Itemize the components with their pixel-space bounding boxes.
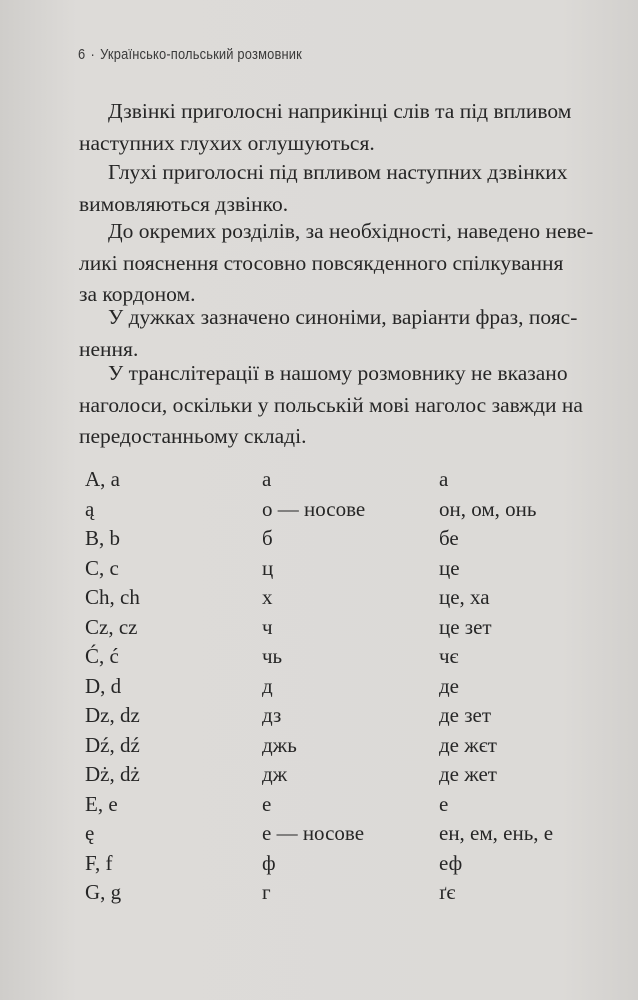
polish-letter: Ch, ch <box>85 585 140 609</box>
header-separator: · <box>90 46 95 63</box>
paragraph-line: Дзвінкі приголосні наприкінці слів та під впливом <box>108 99 572 123</box>
ukrainian-sound: дж <box>262 762 288 786</box>
alphabet-row <box>85 731 615 761</box>
paragraph-line: У транслітерації в нашому розмовнику не вказано <box>108 361 568 385</box>
paragraph-transliteration <box>79 358 619 453</box>
letter-name: ґє <box>439 880 456 904</box>
paragraph-line: До окремих розділів, за необхідності, наведено неве- <box>108 219 594 243</box>
paragraph-line: Глухі приголосні під впливом наступних дзвінких <box>108 160 568 184</box>
polish-letter: G, g <box>85 880 122 904</box>
alphabet-row <box>85 790 615 820</box>
paragraph-line: передостанньому складі. <box>79 424 307 448</box>
paragraph-explanations <box>79 216 619 311</box>
polish-letter: Dź, dź <box>85 732 140 757</box>
polish-letter: Cz, cz <box>85 614 138 639</box>
ukrainian-sound: ц <box>262 555 274 580</box>
book-title: Українсько-польський розмовник <box>100 46 302 63</box>
alphabet-row <box>85 524 615 554</box>
alphabet-row <box>85 672 615 702</box>
paragraph-voiced-consonants <box>79 96 619 159</box>
ukrainian-sound: ф <box>262 850 276 875</box>
polish-letter: ą <box>85 496 95 521</box>
ukrainian-sound: а <box>262 467 272 491</box>
letter-name: е <box>439 791 449 816</box>
alphabet-row <box>85 554 615 584</box>
paragraph-brackets <box>79 302 619 365</box>
ukrainian-sound: е <box>262 791 272 816</box>
polish-letter: F, f <box>85 850 113 875</box>
paragraph-line: вимовляються дзвінко. <box>79 191 289 216</box>
ukrainian-sound: е — носове <box>262 821 365 845</box>
alphabet-row <box>85 495 615 525</box>
alphabet-table <box>85 465 615 908</box>
letter-name: це <box>439 555 460 580</box>
letter-name: де <box>439 673 460 698</box>
polish-letter: Dż, dż <box>85 762 140 786</box>
letter-name: бе <box>439 526 459 550</box>
alphabet-row <box>85 642 615 672</box>
letter-name: чє <box>439 644 459 668</box>
ukrainian-sound: чь <box>262 644 283 668</box>
polish-letter: Dz, dz <box>85 703 140 727</box>
letter-name: де жєт <box>439 732 497 757</box>
ukrainian-sound: х <box>262 585 273 609</box>
polish-letter: ę <box>85 821 95 845</box>
alphabet-row <box>85 613 615 643</box>
ukrainian-sound: о — носове <box>262 496 366 521</box>
alphabet-row <box>85 819 615 849</box>
polish-letter: E, e <box>85 791 118 816</box>
paragraph-line: за кордоном. <box>79 282 196 306</box>
alphabet-row <box>85 760 615 790</box>
running-header <box>78 46 302 63</box>
alphabet-row <box>85 583 615 613</box>
ukrainian-sound: ч <box>262 614 273 639</box>
paragraph-line: наголоси, оскільки у польській мові наголос завжди на <box>79 392 583 417</box>
paragraph-line: ликі пояснення стосовно повсякденного спілкування <box>79 250 564 275</box>
page-number: 6 <box>78 46 86 63</box>
polish-letter: B, b <box>85 526 121 550</box>
polish-letter: D, d <box>85 673 122 698</box>
ukrainian-sound: дз <box>262 703 282 727</box>
paragraph-line: нення. <box>79 336 139 361</box>
polish-letter: A, a <box>85 467 120 491</box>
polish-letter: Ć, ć <box>85 644 119 668</box>
paragraph-voiceless-consonants <box>79 157 619 220</box>
letter-name: де жет <box>439 762 497 786</box>
paragraph-line: наступних глухих оглушуються. <box>79 130 375 155</box>
polish-letter: C, c <box>85 555 119 580</box>
ukrainian-sound: б <box>262 526 273 550</box>
letter-name: ен, ем, ень, е <box>439 821 554 845</box>
ukrainian-sound: д <box>262 673 273 698</box>
paragraph-line: У дужках зазначено синоніми, варіанти фраз, пояс- <box>108 305 578 329</box>
letter-name: он, ом, онь <box>439 496 537 521</box>
letter-name: еф <box>439 850 463 875</box>
letter-name: де зет <box>439 703 492 727</box>
alphabet-row <box>85 465 615 495</box>
alphabet-row <box>85 878 615 908</box>
letter-name: це зет <box>439 614 492 639</box>
ukrainian-sound: г <box>262 880 271 904</box>
alphabet-row <box>85 849 615 879</box>
ukrainian-sound: джь <box>262 732 297 757</box>
alphabet-row <box>85 701 615 731</box>
letter-name: це, ха <box>439 585 490 609</box>
letter-name: а <box>439 467 449 491</box>
